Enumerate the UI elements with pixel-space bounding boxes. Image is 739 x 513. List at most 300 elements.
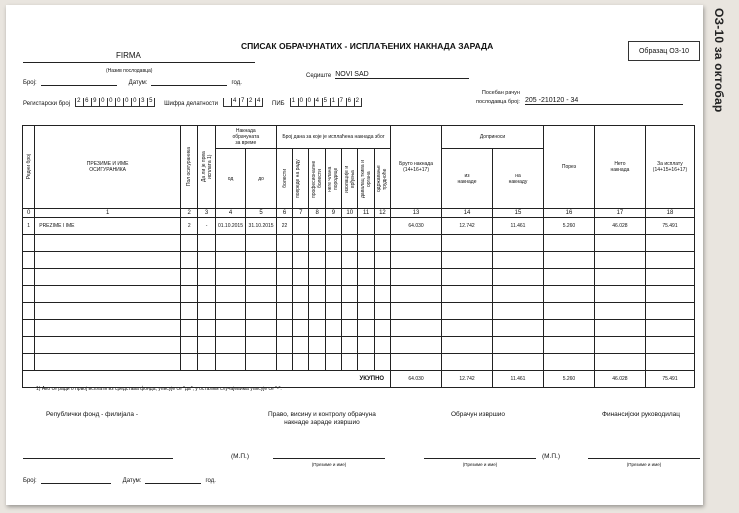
table-cell[interactable]	[543, 286, 594, 303]
table-cell[interactable]	[215, 337, 246, 354]
column-number: 0	[23, 209, 35, 218]
document-tab-label: ОЗ-10 за октобар	[712, 8, 726, 113]
obracun-caption: (Презиме и име)	[462, 462, 498, 467]
datum-label: Датум:	[128, 80, 148, 86]
col-rb-header: Редни број	[23, 126, 35, 209]
col-od-header: од	[215, 149, 246, 209]
table-cell[interactable]	[493, 235, 544, 252]
table-cell[interactable]	[276, 354, 292, 371]
bottom-god-label: год.	[205, 478, 216, 484]
column-number: 2	[181, 209, 198, 218]
table-cell[interactable]	[358, 269, 374, 286]
pravo-caption: (Презиме и име)	[311, 462, 347, 467]
table-cell[interactable]	[594, 303, 645, 320]
table-cell[interactable]	[309, 286, 325, 303]
table-cell[interactable]	[198, 303, 215, 320]
column-number: 5	[246, 209, 277, 218]
table-cell[interactable]	[325, 269, 341, 286]
table-cell[interactable]	[309, 235, 325, 252]
table-cell[interactable]	[293, 303, 309, 320]
sediste-row	[306, 71, 469, 79]
column-number: 16	[543, 209, 594, 218]
table-cell[interactable]	[181, 252, 198, 269]
table-cell[interactable]	[35, 269, 181, 286]
col-isplata-header: За исплату (14+15+16+17)	[645, 126, 694, 209]
table-cell[interactable]	[358, 218, 374, 235]
reg-digit[interactable]: 0	[123, 98, 131, 107]
col-d10-header: изолације и врђења	[342, 149, 358, 209]
table-cell[interactable]	[594, 252, 645, 269]
table-cell[interactable]	[246, 320, 277, 337]
table-cell[interactable]	[198, 252, 215, 269]
table-cell[interactable]	[23, 235, 35, 252]
total-cell: 12.742	[442, 371, 493, 388]
table-cell[interactable]	[374, 303, 390, 320]
reg-digit[interactable]: 2	[75, 98, 83, 107]
table-cell[interactable]	[594, 320, 645, 337]
table-cell[interactable]	[645, 354, 694, 371]
table-cell[interactable]	[342, 303, 358, 320]
table-cell[interactable]	[374, 252, 390, 269]
column-number: 9	[325, 209, 341, 218]
table-cell[interactable]: 64.030	[391, 218, 442, 235]
table-cell[interactable]	[325, 337, 341, 354]
table-cell[interactable]	[215, 303, 246, 320]
table-cell[interactable]	[276, 252, 292, 269]
table-cell[interactable]	[391, 252, 442, 269]
table-cell[interactable]	[325, 218, 341, 235]
pravo-signature-line[interactable]	[273, 458, 385, 459]
table-row	[23, 337, 695, 354]
account-label	[476, 89, 520, 107]
table-cell[interactable]	[246, 337, 277, 354]
table-cell[interactable]	[181, 286, 198, 303]
table-cell[interactable]	[215, 269, 246, 286]
table-cell[interactable]	[342, 235, 358, 252]
table-cell[interactable]	[391, 303, 442, 320]
table-cell[interactable]	[493, 269, 544, 286]
table-cell[interactable]	[35, 235, 181, 252]
table-cell[interactable]	[342, 320, 358, 337]
col-d7-header: повреде на раду	[293, 149, 309, 209]
page-title: СПИСАК ОБРАЧУНАТИХ - ИСПЛАЋЕНИХ НАКНАДА ЗАРАДА	[241, 41, 494, 51]
column-number: 10	[342, 209, 358, 218]
col-doprinosi-header: Доприноси	[442, 126, 544, 149]
table-cell[interactable]	[198, 354, 215, 371]
table-cell[interactable]	[309, 354, 325, 371]
table-cell[interactable]	[276, 303, 292, 320]
column-number-row	[23, 209, 695, 218]
table-cell[interactable]	[293, 252, 309, 269]
table-cell[interactable]	[309, 218, 325, 235]
finansijski-signature-line[interactable]	[588, 458, 700, 459]
table-cell[interactable]	[35, 303, 181, 320]
column-number: 8	[309, 209, 325, 218]
table-cell[interactable]: 01.10.2015	[215, 218, 246, 235]
table-cell[interactable]	[543, 269, 594, 286]
account-label-line2: послодавца број:	[476, 99, 520, 105]
table-cell[interactable]	[645, 286, 694, 303]
fond-label: Републички фонд - филијала -	[46, 411, 138, 418]
table-cell[interactable]	[35, 354, 181, 371]
activity-code-boxes[interactable]	[223, 98, 263, 107]
table-cell[interactable]	[543, 354, 594, 371]
table-cell[interactable]	[35, 320, 181, 337]
god-label: год.	[231, 80, 242, 86]
table-cell[interactable]	[358, 337, 374, 354]
table-cell[interactable]	[374, 320, 390, 337]
sifra-digit[interactable]	[223, 98, 231, 107]
table-cell[interactable]	[594, 269, 645, 286]
table-cell[interactable]	[246, 252, 277, 269]
sifra-digit[interactable]: 7	[239, 98, 247, 107]
reg-digit[interactable]: 3	[139, 98, 147, 107]
sifra-digit[interactable]: 2	[247, 98, 255, 107]
table-cell[interactable]	[342, 252, 358, 269]
stamp-label-1: (М.П.)	[231, 453, 250, 460]
table-cell[interactable]: 22	[276, 218, 292, 235]
table-cell[interactable]	[645, 337, 694, 354]
table-cell[interactable]	[374, 337, 390, 354]
table-cell[interactable]	[342, 337, 358, 354]
pib-digit[interactable]: 1	[290, 98, 298, 107]
col-d9-header: неге члана породице	[325, 149, 341, 209]
col-pol-header: Пол осигураника	[181, 126, 198, 209]
col-name-header: ПРЕЗИМЕ И ИМЕ ОСИГУРАНИКА	[35, 126, 181, 209]
table-cell[interactable]	[325, 286, 341, 303]
col-naknada-header: Накнада обрачуната за време	[215, 126, 276, 149]
table-cell[interactable]: 46.028	[594, 218, 645, 235]
table-cell[interactable]	[309, 252, 325, 269]
column-number: 1	[35, 209, 181, 218]
form-code-box	[628, 41, 700, 61]
footnote: 1) Ако се ради о првој исплати из средстава фонда, уписује се "да", у осталим случајевима уписује се "-".	[36, 386, 282, 392]
number-date-row	[23, 80, 242, 86]
table-cell[interactable]: PREZIME I IME	[35, 218, 181, 235]
table-row	[23, 235, 695, 252]
table-cell[interactable]	[442, 252, 493, 269]
table-cell[interactable]	[543, 252, 594, 269]
table-cell[interactable]	[594, 286, 645, 303]
table-cell[interactable]: 75.491	[645, 218, 694, 235]
table-cell[interactable]	[342, 354, 358, 371]
pravo-line2: накнаде зараде извршио	[284, 419, 360, 426]
table-cell[interactable]	[198, 235, 215, 252]
table-cell[interactable]	[293, 286, 309, 303]
table-cell[interactable]	[493, 286, 544, 303]
table-cell[interactable]	[309, 269, 325, 286]
table-cell[interactable]: -	[198, 218, 215, 235]
table-cell[interactable]	[198, 320, 215, 337]
id-numbers-row	[23, 98, 362, 107]
table-cell[interactable]	[374, 235, 390, 252]
table-cell[interactable]	[325, 303, 341, 320]
table-cell[interactable]	[645, 235, 694, 252]
pib-digit[interactable]: 4	[314, 98, 322, 107]
reg-digit[interactable]: 0	[131, 98, 139, 107]
table-cell[interactable]	[23, 303, 35, 320]
account-field[interactable]: 205 -210120 - 34	[525, 97, 683, 105]
column-number: 7	[293, 209, 309, 218]
table-cell[interactable]	[181, 303, 198, 320]
table-cell[interactable]	[23, 286, 35, 303]
header-row-1	[23, 126, 695, 149]
table-cell[interactable]	[35, 286, 181, 303]
table-cell[interactable]	[23, 252, 35, 269]
table-cell[interactable]	[645, 303, 694, 320]
col-bruto-header: Бруто накнада (14+16+17)	[391, 126, 442, 209]
table-cell[interactable]	[215, 354, 246, 371]
broj-field[interactable]	[41, 85, 117, 86]
table-cell[interactable]: 12.742	[442, 218, 493, 235]
table-cell[interactable]	[493, 320, 544, 337]
table-cell[interactable]	[198, 337, 215, 354]
bottom-broj-field[interactable]	[41, 483, 111, 484]
table-cell[interactable]	[215, 320, 246, 337]
table-cell[interactable]	[309, 303, 325, 320]
col-do-header: до	[246, 149, 277, 209]
table-cell[interactable]	[543, 303, 594, 320]
table-cell[interactable]	[246, 269, 277, 286]
table-cell[interactable]	[215, 286, 246, 303]
pib-digit[interactable]: 0	[298, 98, 306, 107]
table-cell[interactable]	[358, 235, 374, 252]
table-cell[interactable]	[493, 303, 544, 320]
table-cell[interactable]	[181, 269, 198, 286]
table-cell[interactable]	[246, 235, 277, 252]
finansijski-label: Финансијски руководилац	[602, 411, 680, 418]
reg-digit[interactable]: 5	[147, 98, 155, 107]
table-cell[interactable]	[181, 320, 198, 337]
table-row	[23, 269, 695, 286]
table-cell[interactable]	[325, 320, 341, 337]
table-row	[23, 218, 695, 235]
table-cell[interactable]: 5.260	[543, 218, 594, 235]
table-cell[interactable]	[293, 337, 309, 354]
total-cell: 5.260	[543, 371, 594, 388]
bottom-datum-label: Датум:	[122, 478, 142, 484]
table-cell[interactable]	[276, 235, 292, 252]
col-d12-header: одржавање трудноће	[374, 149, 390, 209]
table-cell[interactable]	[215, 252, 246, 269]
total-label: УКУПНО	[23, 371, 391, 388]
total-cell: 64.030	[391, 371, 442, 388]
table-cell[interactable]	[342, 269, 358, 286]
column-number: 18	[645, 209, 694, 218]
reg-digit[interactable]: 6	[83, 98, 91, 107]
total-cell: 11.461	[493, 371, 544, 388]
pib-digit[interactable]: 6	[346, 98, 354, 107]
stamp-label-2: (М.П.)	[542, 453, 561, 460]
table-cell[interactable]	[594, 235, 645, 252]
account-label-line1: Посебан рачун	[481, 90, 520, 96]
col-neto-header: Нето накнада	[594, 126, 645, 209]
column-number: 6	[276, 209, 292, 218]
pib-label: ПИБ	[272, 101, 285, 107]
col-d6-header: болести	[276, 149, 292, 209]
col-iz-header: из накнаде	[442, 149, 493, 209]
column-number: 3	[198, 209, 215, 218]
table-cell[interactable]: 1	[23, 218, 35, 235]
reg-digit[interactable]: 9	[91, 98, 99, 107]
table-cell[interactable]	[391, 320, 442, 337]
table-cell[interactable]	[342, 286, 358, 303]
table-cell[interactable]	[181, 235, 198, 252]
table-cell[interactable]	[23, 320, 35, 337]
datum-field[interactable]	[151, 85, 227, 86]
table-cell[interactable]	[594, 354, 645, 371]
column-number: 15	[493, 209, 544, 218]
reg-label: Регистарски број	[23, 101, 71, 107]
pib-digit[interactable]: 0	[306, 98, 314, 107]
col-dani-header: Број дана за које је исплаћена накнада због	[276, 126, 390, 149]
table-cell[interactable]	[374, 218, 390, 235]
table-cell[interactable]	[198, 269, 215, 286]
table-cell[interactable]	[358, 252, 374, 269]
obracun-signature-line[interactable]	[424, 458, 536, 459]
table-cell[interactable]	[276, 320, 292, 337]
table-cell[interactable]	[442, 235, 493, 252]
table-cell[interactable]	[293, 269, 309, 286]
pib-digit[interactable]: 7	[338, 98, 346, 107]
table-cell[interactable]	[543, 320, 594, 337]
table-cell[interactable]: 11.461	[493, 218, 544, 235]
col-d11-header: давалац ткива и органа	[358, 149, 374, 209]
table-cell[interactable]	[493, 337, 544, 354]
firm-name-line	[23, 62, 255, 63]
col-prva-header: Да ли је прва исплата 1)	[198, 126, 215, 209]
obracun-label: Обрачун извршио	[451, 411, 506, 418]
table-cell[interactable]	[442, 303, 493, 320]
column-number: 17	[594, 209, 645, 218]
column-number: 11	[358, 209, 374, 218]
sifra-digit[interactable]: 4	[231, 98, 239, 107]
table-cell[interactable]	[358, 303, 374, 320]
table-cell[interactable]	[23, 354, 35, 371]
pib-digit[interactable]: 1	[330, 98, 338, 107]
pib-digit[interactable]: 5	[322, 98, 330, 107]
table-cell[interactable]	[276, 269, 292, 286]
table-cell[interactable]	[391, 235, 442, 252]
column-number: 14	[442, 209, 493, 218]
table-cell[interactable]	[342, 218, 358, 235]
table-cell[interactable]	[358, 320, 374, 337]
bottom-broj-label: Број:	[23, 478, 37, 484]
table-cell[interactable]	[325, 235, 341, 252]
table-cell[interactable]	[442, 320, 493, 337]
pib-boxes[interactable]	[290, 98, 362, 107]
total-cell: 46.028	[594, 371, 645, 388]
reg-digit[interactable]: 0	[115, 98, 123, 107]
bottom-datum-field[interactable]	[145, 483, 201, 484]
table-body	[23, 218, 695, 371]
firm-caption: (Назив послодавца)	[106, 68, 153, 74]
table-cell[interactable]: 2	[181, 218, 198, 235]
table-cell[interactable]	[442, 286, 493, 303]
table-row	[23, 286, 695, 303]
reg-number-boxes[interactable]	[75, 98, 155, 107]
col-d8-header: професионалне болести	[309, 149, 325, 209]
table-cell[interactable]	[293, 235, 309, 252]
table-cell[interactable]	[645, 320, 694, 337]
sediste-field[interactable]: NOVI SAD	[335, 71, 469, 79]
reg-digit[interactable]: 0	[107, 98, 115, 107]
table-cell[interactable]	[442, 354, 493, 371]
table-cell[interactable]	[246, 303, 277, 320]
sifra-label: Шифра делатности	[164, 101, 219, 107]
table-cell[interactable]	[23, 269, 35, 286]
table-cell[interactable]	[23, 337, 35, 354]
total-row	[23, 371, 695, 388]
table-cell[interactable]	[374, 269, 390, 286]
firm-name: FIRMA	[116, 51, 141, 60]
column-number: 13	[391, 209, 442, 218]
table-cell[interactable]	[374, 354, 390, 371]
column-number: 12	[374, 209, 390, 218]
table-cell[interactable]: 31.10.2015	[246, 218, 277, 235]
table-cell[interactable]	[293, 218, 309, 235]
pib-digit[interactable]: 2	[354, 98, 362, 107]
table-cell[interactable]	[293, 320, 309, 337]
table-cell[interactable]	[645, 269, 694, 286]
table-cell[interactable]	[374, 286, 390, 303]
table-cell[interactable]	[325, 252, 341, 269]
total-cell: 75.491	[645, 371, 694, 388]
table-cell[interactable]	[246, 286, 277, 303]
table-cell[interactable]	[325, 354, 341, 371]
table-cell[interactable]	[35, 252, 181, 269]
table-cell[interactable]	[358, 286, 374, 303]
table-cell[interactable]	[215, 235, 246, 252]
col-na-header: на накнаду	[493, 149, 544, 209]
compensation-table	[22, 125, 695, 388]
table-cell[interactable]	[391, 354, 442, 371]
table-cell[interactable]	[276, 337, 292, 354]
table-cell[interactable]	[391, 286, 442, 303]
sifra-digit[interactable]: 4	[255, 98, 263, 107]
table-cell[interactable]	[391, 269, 442, 286]
fond-signature-line[interactable]	[23, 458, 173, 459]
col-porez-header: Порез	[543, 126, 594, 209]
table-cell[interactable]	[543, 337, 594, 354]
table-cell[interactable]	[391, 337, 442, 354]
table-cell[interactable]	[594, 337, 645, 354]
table-cell[interactable]	[309, 320, 325, 337]
reg-digit[interactable]: 0	[99, 98, 107, 107]
table-cell[interactable]	[35, 337, 181, 354]
table-cell[interactable]	[246, 354, 277, 371]
table-cell[interactable]	[493, 252, 544, 269]
table-cell[interactable]	[198, 286, 215, 303]
table-row	[23, 252, 695, 269]
table-cell[interactable]	[358, 354, 374, 371]
pravo-label	[268, 411, 376, 427]
table-cell[interactable]	[645, 252, 694, 269]
table-cell[interactable]	[309, 337, 325, 354]
table-cell[interactable]	[181, 354, 198, 371]
finansijski-caption: (Презиме и име)	[626, 462, 662, 467]
broj-label: Број:	[23, 80, 37, 86]
table-cell[interactable]	[543, 235, 594, 252]
table-cell[interactable]	[442, 337, 493, 354]
table-cell[interactable]	[293, 354, 309, 371]
table-row	[23, 303, 695, 320]
table-cell[interactable]	[493, 354, 544, 371]
table-cell[interactable]	[181, 337, 198, 354]
table-row	[23, 354, 695, 371]
table-cell[interactable]	[276, 286, 292, 303]
table-cell[interactable]	[442, 269, 493, 286]
